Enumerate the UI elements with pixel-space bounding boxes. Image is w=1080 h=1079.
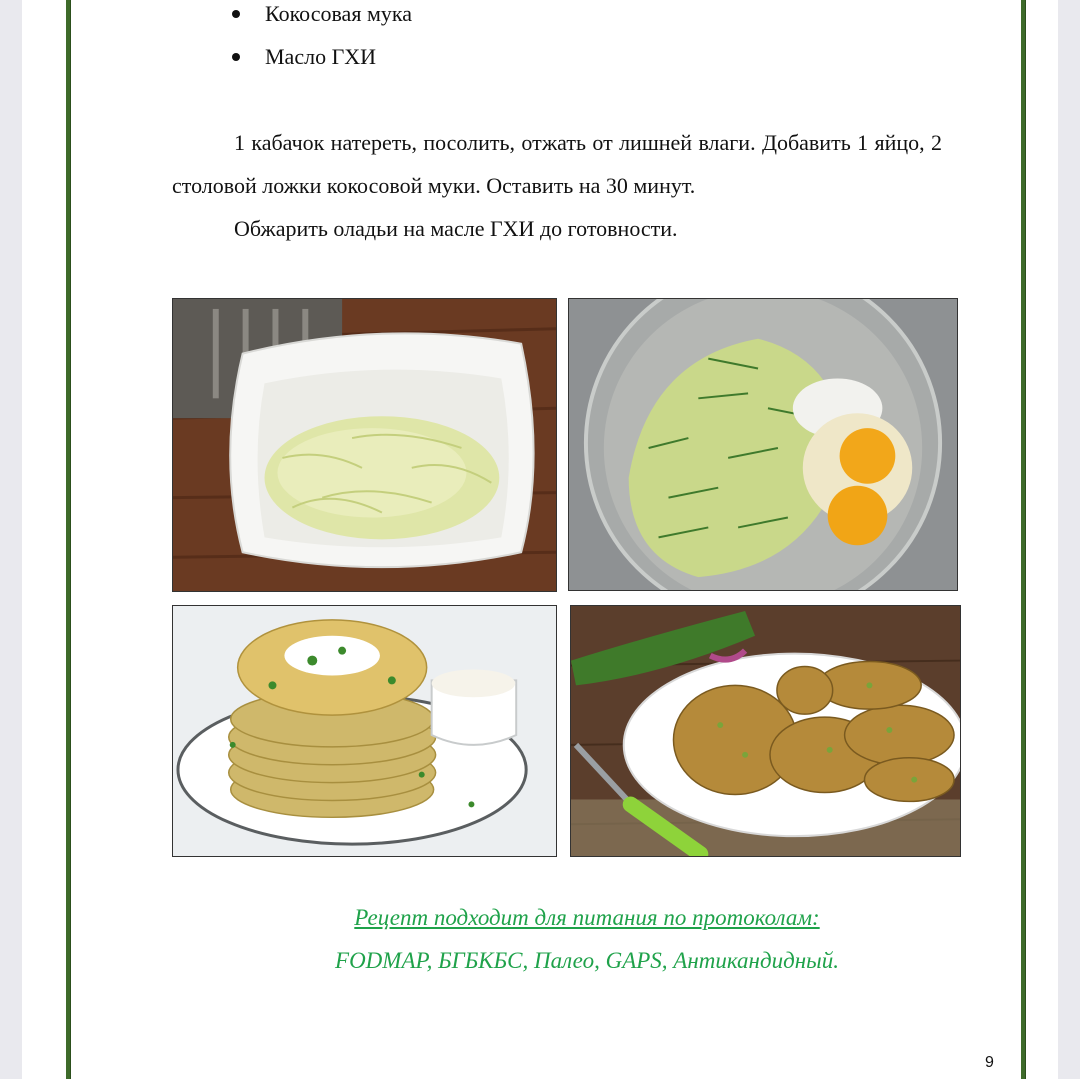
page-frame-left bbox=[66, 0, 71, 1079]
instruction-paragraph: Обжарить оладьи на масле ГХИ до готовности. bbox=[234, 216, 678, 241]
fried-pancakes-photo bbox=[570, 605, 961, 857]
protocols-list: FODMAP, БГБКБС, Палео, GAPS, Антикандидный. bbox=[335, 948, 839, 973]
protocols-heading: Рецепт подходит для питания по протоколам: bbox=[354, 905, 820, 930]
ingredient-item: Кокосовая мука bbox=[232, 0, 412, 43]
grated-zucchini-photo bbox=[172, 298, 557, 592]
page-number: 9 bbox=[985, 1054, 994, 1071]
ingredient-list bbox=[232, 0, 412, 86]
ingredient-item: Масло ГХИ bbox=[232, 43, 412, 86]
instruction-paragraph: 1 кабачок натереть, посолить, отжать от лишней влаги. Добавить 1 яйцо, 2 столовой ложки кокосовой муки. Оставить на 30 минут. bbox=[172, 130, 942, 198]
zucchini-eggs-photo bbox=[568, 298, 958, 591]
pancake-stack-photo bbox=[172, 605, 557, 857]
page-frame-right bbox=[1021, 0, 1026, 1079]
